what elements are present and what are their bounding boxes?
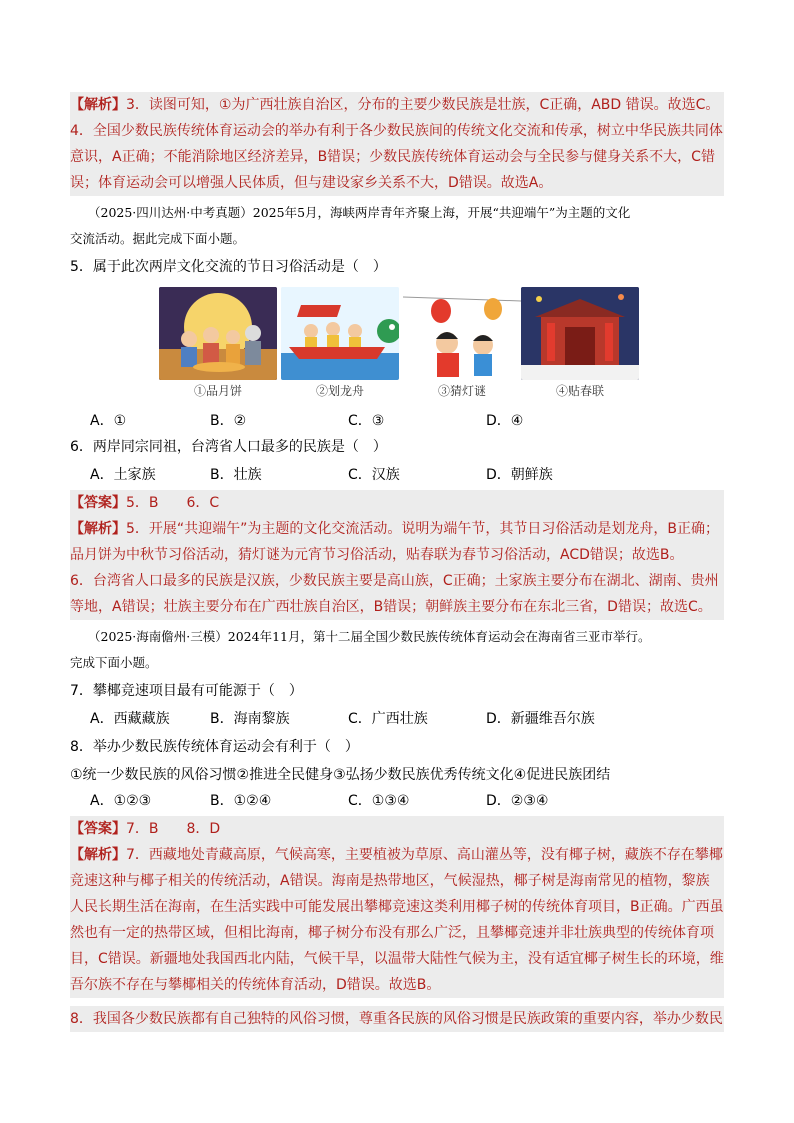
answer-tag: 【答案】 [70, 495, 126, 511]
analysis-text: 5．开展“共迎端午”为主题的文化交流活动。说明为端午节，其节日习俗活动是划龙舟，B正确； [126, 521, 720, 537]
material-intro: 交流活动。据此完成下面小题。 [70, 231, 246, 246]
question-stem: 6．两岸同宗同祖，台湾省人口最多的民族是（ ） [70, 439, 387, 455]
material-intro: （2025·四川达州·中考真题）2025年5月，海峡两岸青年齐聚上海，开展“共迎端午”为主题的文化 [88, 205, 631, 220]
picture-caption: ③猜灯谜 [437, 384, 486, 398]
option-d: D．朝鲜族 [486, 467, 553, 483]
analysis-line: 品月饼为中秋节习俗活动，猜灯谜为元宵节习俗活动，贴春联为春节习俗活动，ACD错误；故选B。 [70, 542, 724, 568]
analysis-line: 人民长期生活在海南，在生活实践中可能发展出攀椰竞速这类利用椰子树的传统体育项目，B正确。广西虽 [70, 894, 724, 920]
question-stem: 7．攀椰竞速项目最有可能源于（ ） [70, 683, 303, 699]
option-d: D．②③④ [486, 793, 549, 809]
analysis-line: 然也有一定的热带区域，但相比海南，椰子树分布没有那么广泛，且攀椰竞速并非壮族典型的传统体育项 [70, 920, 724, 946]
analysis-tag: 【解析】 [70, 97, 126, 113]
analysis-line: 竞速这种与椰子相关的传统活动，A错误。海南是热带地区，气候湿热，椰子树是海南常见的植物，黎族 [70, 868, 724, 894]
dragon-boat-illustration [281, 287, 399, 380]
option-b: B．海南黎族 [210, 711, 290, 727]
option-b: B．①②④ [210, 793, 272, 809]
option-c: C．广西壮族 [348, 711, 428, 727]
answer-text: 7．B 8．D [126, 821, 221, 837]
analysis-line: 意识，A正确；不能消除地区经济差异，B错误；少数民族传统体育运动会与全民参与健身关系不大，C错 [70, 144, 724, 170]
spring-couplets-illustration [521, 287, 639, 380]
analysis-line: 等地，A错误；壮族主要分布在广西壮族自治区，B错误；朝鲜族主要分布在东北三省，D错误；故选C。 [70, 594, 724, 620]
option-d: D．④ [486, 413, 524, 429]
option-a: A．土家族 [90, 467, 156, 483]
answer-line [70, 490, 724, 516]
answer-text: 5．B 6．C [126, 495, 220, 511]
analysis-line [70, 516, 724, 542]
option-a: A．①②③ [90, 793, 152, 809]
picture-caption: ②划龙舟 [315, 384, 364, 398]
analysis-tag: 【解析】 [70, 521, 126, 537]
option-b: B．② [210, 413, 247, 429]
analysis-line: 8．我国各少数民族都有自己独特的风俗习惯，尊重各民族的风俗习惯是民族政策的重要内容，举办少数民 [70, 1006, 724, 1032]
question-stem: 8．举办少数民族传统体育运动会有利于（ ） [70, 739, 359, 755]
analysis-line: 4．全国少数民族传统体育运动会的举办有利于各少数民族间的传统文化交流和传承，树立中华民族共同体 [70, 118, 724, 144]
option-b: B．壮族 [210, 467, 262, 483]
option-c: C．③ [348, 413, 385, 429]
picture-caption: ④贴春联 [555, 384, 604, 398]
picture-caption: ①品月饼 [193, 384, 242, 398]
option-a: A．① [90, 413, 127, 429]
option-c: C．①③④ [348, 793, 410, 809]
analysis-line: 目，C错误。新疆地处我国西北内陆，气候干旱，以温带大陆性气候为主，没有适宜椰子树生长的环境，维 [70, 946, 724, 972]
material-intro: 完成下面小题。 [70, 655, 158, 670]
analysis-tag: 【解析】 [70, 847, 126, 863]
option-a: A．西藏藏族 [90, 711, 170, 727]
lantern-riddle-illustration [403, 287, 521, 380]
answer-tag: 【答案】 [70, 821, 126, 837]
option-c: C．汉族 [348, 467, 400, 483]
analysis-text: 7．西藏地处青藏高原，气候高寒，主要植被为草原、高山灌丛等，没有椰子树，藏族不存在攀椰 [126, 847, 723, 863]
analysis-line: 吾尔族不存在与攀椰相关的传统体育活动，D错误。故选B。 [70, 972, 724, 998]
option-d: D．新疆维吾尔族 [486, 711, 595, 727]
mooncake-family-illustration [159, 287, 277, 380]
material-intro: （2025·海南儋州·三模）2024年11月，第十二届全国少数民族传统体育运动会在海南省三亚市举行。 [88, 629, 651, 644]
question-items: ①统一少数民族的风俗习惯②推进全民健身③弘扬少数民族优秀传统文化④促进民族团结 [70, 767, 611, 783]
analysis-line: 6．台湾省人口最多的民族是汉族，少数民族主要是高山族，C正确；土家族主要分布在湖北、湖南、贵州 [70, 568, 724, 594]
analysis-line [70, 92, 724, 118]
answer-line [70, 816, 724, 842]
analysis-line [70, 842, 724, 868]
analysis-line: 误；体育运动会可以增强人民体质，但与建设家乡关系不大，D错误。故选A。 [70, 170, 724, 196]
analysis-text: 3．读图可知，①为广西壮族自治区，分布的主要少数民族是壮族，C正确，ABD 错误。故选C。 [126, 97, 720, 113]
question-stem: 5．属于此次两岸文化交流的节日习俗活动是（ ） [70, 259, 387, 275]
